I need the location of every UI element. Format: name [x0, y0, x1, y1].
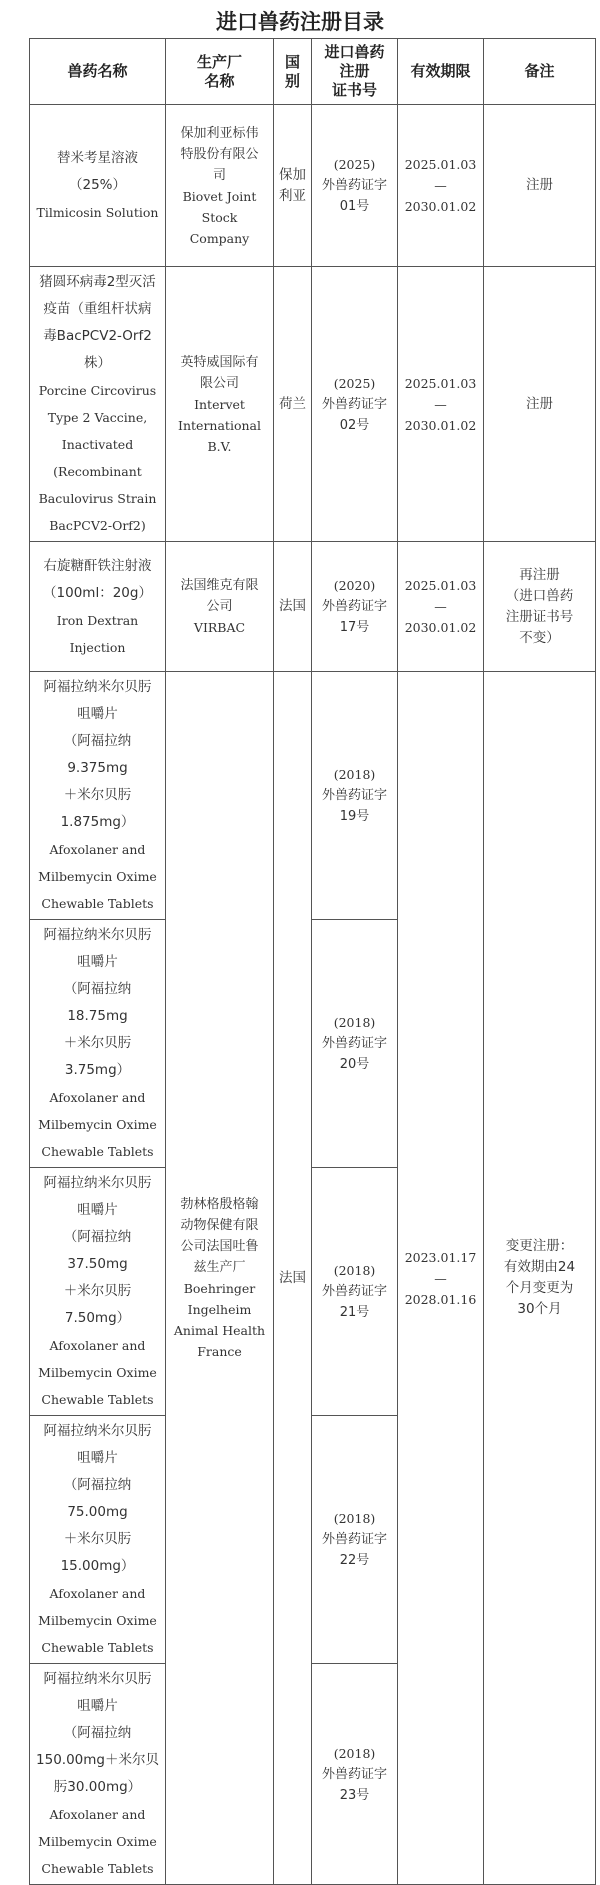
cert-number-cell: [312, 267, 398, 542]
cert-number-cell-line: 19号: [339, 809, 370, 824]
validity-cell-line: 2030.01.02: [404, 620, 477, 635]
product-name-cell-line: 株）: [84, 355, 111, 371]
product-name-cell-line: 阿福拉纳米尔贝肟: [43, 679, 152, 695]
validity-cell: [398, 542, 484, 672]
product-name-cell-line: 15.00mg）: [60, 1558, 135, 1574]
manufacturer-cell: [166, 672, 274, 1885]
cert-number-cell-line: 外兽药证字: [321, 1036, 387, 1051]
validity-cell: [398, 267, 484, 542]
header-country: [274, 39, 312, 105]
manufacturer-cell-line: 英特威国际有: [180, 354, 259, 370]
product-name-cell: [30, 267, 166, 542]
header-manufacturer-line: 生产厂: [196, 52, 242, 71]
product-name-cell-line: （阿福拉纳37.50mg: [63, 1229, 132, 1272]
manufacturer-cell-line: VIRBAC: [193, 620, 246, 635]
product-name-cell-line: ＋米尔贝肟: [63, 1035, 132, 1051]
cert-number-cell-line: 21号: [339, 1305, 370, 1320]
cert-number-cell-line: 22号: [339, 1553, 370, 1568]
header-remark: [484, 39, 596, 105]
cert-number-cell-line: (2018): [333, 1263, 376, 1278]
header-name-line: 兽药名称: [67, 62, 128, 80]
country-cell-line: 法国: [279, 1269, 306, 1286]
cert-number-cell-line: 20号: [339, 1057, 370, 1072]
header-row: [30, 39, 596, 105]
product-name-cell: [30, 1416, 166, 1664]
product-name-cell-line: （阿福拉纳: [63, 1725, 132, 1741]
cert-number-cell-line: 外兽药证字: [321, 1532, 387, 1547]
manufacturer-cell-line: Animal Health: [173, 1323, 266, 1338]
product-name-cell-line: Inactivated: [61, 437, 134, 452]
product-name-cell-line: 右旋糖酐铁注射液: [43, 557, 152, 574]
cert-number-cell-line: (2018): [333, 1745, 376, 1761]
product-name-cell: [30, 1664, 166, 1885]
validity-cell-line: 2025.01.03: [404, 157, 477, 172]
product-name-cell-line: ＋米尔贝肟: [63, 1531, 132, 1547]
validity-cell-line: 2025.01.03: [404, 375, 477, 391]
country-cell: [274, 542, 312, 672]
cert-number-cell-line: (2025): [333, 157, 376, 172]
cert-number-cell-line: 外兽药证字: [321, 178, 387, 193]
validity-cell-line: 2023.01.17: [404, 1249, 477, 1265]
remark-cell-line: 变更注册：: [505, 1238, 574, 1254]
product-name-cell: [30, 105, 166, 267]
header-remark-line: 备注: [524, 62, 555, 80]
validity-cell-line: 2025.01.03: [404, 578, 477, 593]
product-name-cell-line: Milbemycin Oxime: [38, 869, 157, 884]
manufacturer-cell-line: 限公司: [199, 375, 239, 391]
product-name-cell-line: 7.50mg）: [64, 1310, 131, 1326]
product-name-cell-line: Chewable Tablets: [41, 896, 154, 911]
product-name-cell-line: 阿福拉纳米尔贝肟: [43, 1671, 152, 1687]
remark-cell: [484, 542, 596, 672]
product-name-cell-line: Baculovirus Strain: [38, 491, 157, 506]
validity-cell: [398, 105, 484, 267]
header-manufacturer: [166, 39, 274, 105]
validity-cell-line: —: [434, 178, 447, 193]
cert-number-cell: [312, 920, 398, 1168]
product-name-cell-line: （阿福拉纳75.00mg: [63, 1477, 132, 1520]
remark-cell-line: （进口兽药: [505, 587, 574, 604]
product-name-cell-line: 阿福拉纳米尔贝肟: [43, 927, 152, 943]
cert-number-cell-line: (2020): [333, 578, 376, 593]
validity-cell-line: —: [434, 599, 447, 614]
remark-cell-line: 再注册: [519, 566, 560, 583]
product-name-cell-line: Afoxolaner and: [49, 1586, 146, 1601]
remark-cell-line: 有效期由24: [503, 1259, 576, 1275]
cert-number-cell-line: 01号: [339, 199, 370, 214]
manufacturer-cell-line: France: [197, 1344, 242, 1359]
product-name-cell-line: Afoxolaner and: [49, 1338, 146, 1353]
cert-number-cell-line: (2025): [333, 375, 376, 391]
cert-number-cell: [312, 1416, 398, 1664]
manufacturer-cell-line: Ingelheim: [187, 1302, 252, 1317]
manufacturer-cell-line: 公司法国吐鲁: [180, 1239, 259, 1254]
manufacturer-cell-line: 法国维克有限: [180, 578, 259, 593]
product-name-cell-line: Chewable Tablets: [41, 1861, 154, 1876]
product-name-cell-line: （阿福拉纳18.75mg: [63, 981, 132, 1024]
header-cert-no: [312, 39, 398, 105]
product-name-cell-line: （25%）: [68, 177, 126, 193]
manufacturer-cell-line: 司: [212, 167, 226, 183]
country-cell-line: 保加: [279, 166, 306, 183]
cert-number-cell-line: 外兽药证字: [321, 1766, 387, 1782]
cert-number-cell: [312, 672, 398, 920]
country-cell: [274, 105, 312, 267]
cert-number-cell-line: 17号: [339, 620, 370, 635]
cert-number-cell-line: (2018): [333, 767, 376, 782]
cert-number-cell-line: 外兽药证字: [321, 599, 387, 614]
cert-number-cell-line: 外兽药证字: [321, 396, 387, 412]
manufacturer-cell-line: Stock: [201, 209, 238, 225]
remark-cell-line: 不变）: [519, 629, 560, 646]
country-cell-line: 利亚: [279, 187, 306, 204]
table-row: [30, 542, 596, 672]
product-name-cell-line: 咀嚼片: [77, 954, 118, 970]
product-name-cell-line: 咀嚼片: [77, 706, 118, 722]
manufacturer-cell-line: 保加利亚标伟: [180, 125, 259, 141]
cert-number-cell-line: 02号: [339, 417, 370, 433]
manufacturer-cell: [166, 542, 274, 672]
product-name-cell-line: Tilmicosin Solution: [36, 205, 159, 220]
product-name-cell-line: （100ml：20g）: [43, 584, 152, 601]
manufacturer-cell-line: 勃林格殷格翰: [180, 1197, 259, 1212]
manufacturer-cell-line: Biovet Joint: [182, 188, 257, 204]
product-name-cell-line: 疫苗（重组杆状病: [43, 301, 152, 317]
product-name-cell-line: 猪圆环病毒2型灭活: [39, 274, 156, 290]
product-name-cell-line: 咀嚼片: [77, 1698, 118, 1714]
registry-table: [29, 38, 596, 1885]
header-validity: [398, 39, 484, 105]
header-country-line: 别: [284, 71, 300, 90]
product-name-cell-line: 阿福拉纳米尔贝肟: [43, 1423, 152, 1439]
header-name: [30, 39, 166, 105]
product-name-cell-line: 150.00mg＋米尔贝: [36, 1752, 159, 1768]
manufacturer-cell-line: Intervet: [194, 396, 245, 412]
product-name-cell-line: ＋米尔贝肟: [63, 1283, 132, 1299]
header-cert-line: 注册: [339, 62, 370, 80]
manufacturer-cell: [166, 267, 274, 542]
validity-cell-line: —: [434, 1270, 447, 1286]
manufacturer-cell-line: 特股份有限公: [180, 146, 259, 162]
cert-number-cell: [312, 1664, 398, 1885]
remark-cell: [484, 267, 596, 542]
product-name-cell-line: Chewable Tablets: [41, 1392, 154, 1407]
product-name-cell-line: Afoxolaner and: [49, 1090, 146, 1105]
country-cell: [274, 267, 312, 542]
product-name-cell-line: Milbemycin Oxime: [38, 1365, 157, 1380]
validity-cell-line: —: [434, 396, 447, 412]
product-name-cell-line: Afoxolaner and: [49, 1807, 146, 1822]
country-cell-line: 荷兰: [279, 395, 306, 412]
country-cell: [274, 672, 312, 1885]
product-name-cell: [30, 672, 166, 920]
header-country-line: 国: [284, 52, 300, 71]
product-name-cell-line: Chewable Tablets: [41, 1640, 154, 1655]
manufacturer-cell-line: B.V.: [207, 438, 232, 454]
remark-cell-line: 注册: [526, 177, 553, 193]
product-name-cell-line: (Recombinant: [53, 464, 142, 479]
product-name-cell-line: 咀嚼片: [77, 1450, 118, 1466]
cert-number-cell-line: (2018): [333, 1511, 376, 1526]
product-name-cell: [30, 542, 166, 672]
validity-cell-line: 2030.01.02: [404, 199, 477, 214]
cert-number-cell-line: 外兽药证字: [321, 788, 387, 803]
validity-cell-line: 2028.01.16: [404, 1291, 477, 1307]
product-name-cell-line: Afoxolaner and: [49, 842, 146, 857]
product-name-cell-line: Iron Dextran: [56, 612, 139, 628]
product-name-cell-line: 阿福拉纳米尔贝肟: [43, 1175, 152, 1191]
cert-number-cell: [312, 105, 398, 267]
product-name-cell: [30, 1168, 166, 1416]
product-name-cell-line: Milbemycin Oxime: [38, 1117, 157, 1132]
product-name-cell-line: Milbemycin Oxime: [38, 1834, 157, 1849]
cert-number-cell-line: (2018): [333, 1015, 376, 1030]
manufacturer-cell-line: Boehringer: [183, 1281, 256, 1296]
product-name-cell-line: Porcine Circovirus: [38, 383, 157, 398]
manufacturer-cell-line: Company: [189, 230, 250, 246]
country-cell-line: 法国: [279, 598, 306, 614]
header-manufacturer-line: 名称: [204, 71, 235, 90]
remark-cell-line: 30个月: [517, 1301, 562, 1317]
header-cert-line: 进口兽药: [324, 43, 385, 61]
remark-cell-line: 注册证书号: [505, 608, 574, 625]
remark-cell: [484, 672, 596, 1885]
remark-cell-line: 注册: [526, 395, 553, 412]
product-name-cell-line: 肟30.00mg）: [53, 1779, 142, 1795]
product-name-cell-line: Injection: [69, 639, 126, 655]
table-row: [30, 105, 596, 267]
product-name-cell-line: 毒BacPCV2-Orf2: [43, 328, 152, 344]
header-validity-line: 有效期限: [410, 62, 471, 80]
cert-number-cell: [312, 542, 398, 672]
manufacturer-cell-line: 兹生产厂: [193, 1260, 246, 1275]
manufacturer-cell-line: 公司: [206, 599, 233, 614]
manufacturer-cell-line: International: [178, 417, 261, 433]
validity-cell-line: 2030.01.02: [404, 417, 477, 433]
product-name-cell-line: Chewable Tablets: [41, 1144, 154, 1159]
validity-cell: [398, 672, 484, 1885]
product-name-cell-line: Milbemycin Oxime: [38, 1613, 157, 1628]
header-cert-line: 证书号: [331, 81, 377, 99]
cert-number-cell-line: 23号: [339, 1787, 370, 1803]
product-name-cell-line: （阿福拉纳9.375mg: [63, 733, 132, 776]
product-name-cell-line: 替米考星溶液: [57, 150, 138, 166]
product-name-cell-line: BacPCV2-Orf2): [49, 518, 146, 533]
table-body: [30, 105, 596, 1885]
remark-cell-line: 个月变更为: [505, 1280, 574, 1296]
table-row: [30, 672, 596, 920]
product-name-cell-line: 咀嚼片: [77, 1202, 118, 1218]
cert-number-cell: [312, 1168, 398, 1416]
product-name-cell-line: ＋米尔贝肟: [63, 787, 132, 803]
product-name-cell-line: 1.875mg）: [60, 814, 135, 830]
product-name-cell-line: Type 2 Vaccine,: [47, 410, 148, 425]
cert-number-cell-line: 外兽药证字: [321, 1284, 387, 1299]
table-row: [30, 267, 596, 542]
product-name-cell-line: 3.75mg）: [64, 1062, 131, 1078]
manufacturer-cell-line: 动物保健有限: [180, 1218, 259, 1233]
remark-cell: [484, 105, 596, 267]
page-title: 进口兽药注册目录: [216, 10, 384, 34]
manufacturer-cell: [166, 105, 274, 267]
product-name-cell: [30, 920, 166, 1168]
